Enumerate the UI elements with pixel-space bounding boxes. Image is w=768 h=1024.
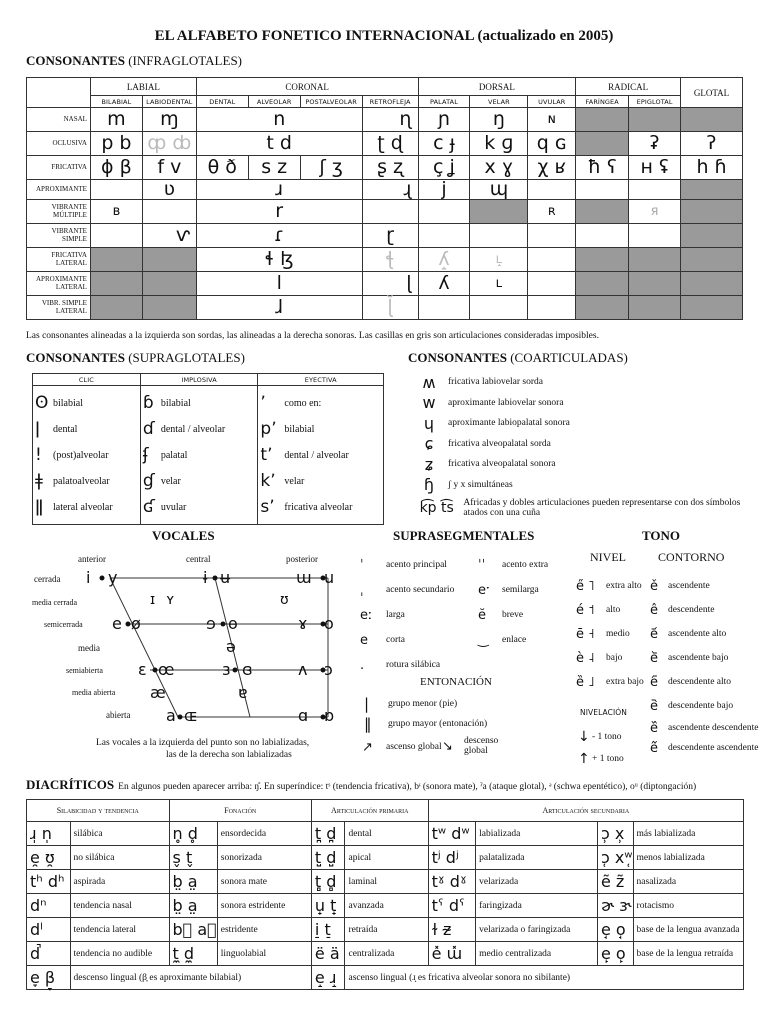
row-semicerrada: semicerrada: [44, 620, 83, 629]
diac-label: nasalizada: [633, 870, 743, 894]
vowel-closed-reversed-open-e: ɞ: [242, 660, 253, 679]
diac-symbol: e̘ o̘: [597, 918, 633, 942]
list-symbol: ˌ: [360, 583, 364, 598]
supra-item: [35, 416, 138, 442]
supra-label: dental: [53, 423, 78, 435]
supra-item: [143, 468, 256, 494]
vowel-reversed-open-e: ɜ: [222, 660, 231, 679]
vowel-script-a: ɑ: [298, 706, 309, 725]
row-media-abierta: media abierta: [72, 688, 116, 697]
list-item: [650, 694, 760, 718]
diac-label: tendencia no audible: [70, 942, 169, 966]
list-symbol: ˈ: [360, 558, 364, 573]
coart-symbol: ɕ: [424, 434, 434, 454]
vowel-ae: æ: [150, 683, 166, 702]
group-glotal: GLOTAL: [681, 78, 743, 108]
list-label: medio: [606, 628, 630, 639]
list-label: alto: [606, 604, 621, 615]
vowel-turned-v: ʌ: [298, 660, 308, 679]
supra-symbol: !: [35, 445, 42, 465]
diac-label: linguolabial: [217, 942, 311, 966]
diac-label: dental: [345, 822, 428, 846]
list-symbol: .: [360, 658, 365, 673]
list-label: ascendente alto: [668, 628, 727, 639]
supra-label: dental / alveolar: [284, 449, 349, 461]
diac-label: retraída: [345, 918, 428, 942]
vowel-upsilon: ʊ: [280, 592, 289, 608]
list-item: [478, 553, 578, 578]
coart-label: fricativa alveopalatal sonora: [448, 459, 556, 470]
list-symbol: ‖: [364, 715, 372, 733]
row-fricativa: FRICATIVA ɸ β f v θ ð s z ʃ ʒ ʂ ʐ ç ʝ x ɣ χ ʁ ħ ʕ ʜ ʢ h ɦ: [27, 156, 743, 180]
list-symbol: e᷄: [650, 626, 658, 642]
list-item: [576, 670, 656, 694]
supra-symbol: ǂ: [35, 471, 43, 491]
diac-symbol: u̟ t̟: [311, 894, 345, 918]
group-labial: LABIAL: [90, 78, 196, 96]
implosiva-column: [143, 390, 256, 520]
diac-label: rotacismo: [633, 894, 743, 918]
section-suprasegmentales: SUPRASEGMENTALES: [393, 528, 535, 543]
diac-label: base de la lengua retraída: [633, 942, 743, 966]
list-label: descendente bajo: [668, 700, 734, 711]
diac-symbol: dˡ: [27, 918, 71, 942]
list-symbol: |: [364, 695, 370, 713]
vowel-o: o: [324, 614, 334, 633]
section-vocales: VOCALES: [152, 528, 215, 543]
supra-label: palatoalveolar: [53, 475, 110, 487]
list-symbol: e᷉: [650, 740, 658, 756]
list-symbol: ˈˈ: [478, 558, 486, 573]
row-aproximante: APROXIMANTE ʋ ɹ ɻ j ɰ: [27, 180, 743, 200]
supra-label: fricativa alveolar: [284, 501, 353, 513]
supra-item: [35, 494, 138, 520]
diac-symbol: ẽ z̃: [597, 870, 633, 894]
list-symbol: ‿: [478, 633, 489, 648]
diac-symbol: tʰ dʰ: [27, 870, 71, 894]
tono-nivelacion-list: [578, 726, 648, 770]
row-nasal: NASAL m ɱ n ɳ ɲ ŋ ɴ: [27, 108, 743, 132]
col-posterior: posterior: [286, 554, 318, 564]
diac-label: menos labializada: [633, 846, 743, 870]
diac-row: [27, 846, 744, 870]
list-symbol: e᷇: [650, 674, 658, 690]
list-item: [478, 603, 578, 628]
coart-item: [410, 372, 750, 393]
col-anterior: anterior: [78, 554, 106, 564]
diac-symbol: e̽ ɯ̽: [428, 942, 476, 966]
row-oclusiva: OCLUSIVA p b ȹ ȸ t d ʈ ɖ c ɟ k ɡ q ɢ ʡ ʔ: [27, 132, 743, 156]
supra-label: bilabial: [53, 397, 83, 409]
list-item: [576, 646, 656, 670]
clic-column: [35, 390, 138, 520]
diac-symbol: b̤ a̤: [169, 894, 217, 918]
coart-label: aproximante labiopalatal sonora: [448, 418, 570, 429]
list-symbol: e: [360, 633, 368, 648]
diac-symbol: t̼ d̼: [169, 942, 217, 966]
diac-symbol: t̪ d̪: [311, 822, 345, 846]
list-symbol: e᷅: [650, 650, 658, 666]
page-title: EL ALFABETO FONETICO INTERNACIONAL (actualizado en 2005): [154, 28, 614, 44]
coart-item: [410, 413, 750, 434]
supraglotal-table: CLIC IMPLOSIVA EYECTIVA ʘ bilabial ǀ dental ! (post)alveolar ǂ palatoalveolar ǁ lateral alveolar ɓ bilabial ɗ dental / alveolar ʄ palatal ɠ velar ʛ uvular ʼ como en: pʼ bilabial tʼ dental / alveolar kʼ velar sʼ fricativa alveolar: [32, 373, 384, 525]
coart-label: Africadas y dobles articulaciones pueden representarse con dos símbolos atados con una cuña: [463, 497, 741, 518]
supra-item: [260, 468, 381, 494]
supra-item: [260, 390, 381, 416]
diac-label: avanzada: [345, 894, 428, 918]
vowel-note-2: las de la derecha son labializadas: [166, 750, 292, 760]
list-item: [576, 622, 656, 646]
supra-symbol: ʼ: [260, 393, 266, 413]
supra-label: lateral alveolar: [53, 501, 113, 513]
list-label: semilarga: [502, 585, 539, 596]
section-tono: TONO: [642, 528, 681, 543]
list-label: breve: [502, 610, 524, 621]
diac-label: no silábica: [70, 846, 169, 870]
coart-label: fricativa labiovelar sorda: [448, 377, 543, 388]
diac-symbol: ë ä: [311, 942, 345, 966]
list-item: [364, 714, 564, 734]
supra-label: velar: [284, 475, 305, 487]
list-label: grupo mayor (entonación): [388, 718, 488, 729]
supra-item: [143, 390, 256, 416]
diac-row: [27, 918, 744, 942]
diac-row: [27, 822, 744, 846]
list-symbol: ↑: [578, 751, 590, 767]
coarticuladas-list: [410, 372, 750, 521]
list-label: - 1 tono: [592, 731, 622, 742]
coart-symbol: ʑ: [424, 454, 434, 474]
list-item: [650, 738, 760, 758]
supra-item: [143, 442, 256, 468]
diac-label: velarizada o faringizada: [476, 918, 598, 942]
diac-symbol: s̬ t̬: [169, 846, 217, 870]
diac-label: sonorizada: [217, 846, 311, 870]
supra-item: [35, 390, 138, 416]
vowel-small-oe: ɶ: [184, 706, 198, 725]
diacriticos-table: Silabicidad y tendencia Fonación Articulación primaria Articulación secundaria ɹ̩ n̩ silábica n̥ d̥ ensordecida t̪ d̪ dental tʷ dʷ labializada ɔ̹ x̹ más labializada e̯ ʊ̯ no silábica s̬ t̬ sonorizada t̺ d̺ apical tʲ dʲ palatalizada ɔ̜ xʷ̜ menos labializada tʰ dʰ aspirada b̤ a̤ sonora mate t̻ d̻ laminal tˠ dˠ velarizada ẽ z̃ nasalizada dⁿ tendencia nasal b̤ a̤ sonora estridente u̟ t̟ avanzada tˤ dˤ faringizada ɚ ɝ rotacismo dˡ tendencia lateral b᪽ a᪽ estridente i̠ t̠ retraída ɫ z̴ velarizada o faringizada e̘ o̘ base de la lengua avanzada d̚ tendencia no audible t̼ d̼ linguolabial ë ä centralizada e̽ ɯ̽ medio centralizada e̙ o̙ base de la lengua retraída e̞ β̞ descenso lingual (β̞ es aproximante bilabial) e̝ ɹ̝ ascenso lingual (ɹ̝ es fricativa alveolar sonora no sibilante): [26, 799, 744, 990]
list-label: grupo menor (pie): [388, 698, 458, 709]
list-symbol: è ˨: [576, 650, 595, 666]
supra-item: [143, 494, 256, 520]
diac-label: sonora mate: [217, 870, 311, 894]
coart-label: fricativa alveopalatal sorda: [448, 438, 551, 449]
supra-label: como en:: [284, 397, 322, 409]
vowel-barred-u: ʉ: [220, 568, 231, 587]
supra-label: dental / alveolar: [160, 423, 226, 435]
diac-label: labializada: [476, 822, 598, 846]
list-label: enlace: [502, 635, 527, 646]
tono-nivelacion: NIVELACIÓN: [580, 708, 628, 717]
tono-contours: [650, 574, 760, 758]
list-item: [578, 748, 648, 770]
section-supraglotales: CONSONANTES (SUPRAGLOTALES): [26, 350, 245, 365]
list-symbol: é ˦: [576, 602, 595, 618]
row-aproximante-lateral: APROXIMANTE LATERAL l ɭ ʎ ʟ: [27, 272, 743, 296]
diac-label: medio centralizada: [476, 942, 598, 966]
row-semiabierta: semiabierta: [66, 666, 103, 675]
diac-symbol: e̯ ʊ̯: [27, 846, 71, 870]
diac-label: tendencia nasal: [70, 894, 169, 918]
diac-label: estridente: [217, 918, 311, 942]
supra-label: velar: [160, 475, 181, 487]
supra-symbol: tʼ: [260, 445, 273, 465]
coart-symbol: k͡p t͡s: [419, 500, 454, 516]
coart-item: [410, 475, 750, 496]
diac-symbol: ɔ̹ x̹: [597, 822, 633, 846]
vowel-u: u: [324, 568, 335, 587]
diac-label: tendencia lateral: [70, 918, 169, 942]
list-symbol: eː: [360, 608, 373, 623]
supra-item: [35, 468, 138, 494]
row-cerrada: cerrada: [34, 574, 61, 584]
supra-label: palatal: [160, 449, 188, 461]
supra-item: [260, 416, 381, 442]
diac-label: ensordecida: [217, 822, 311, 846]
list-item: [576, 598, 656, 622]
coart-symbol: ɧ: [423, 475, 435, 495]
diac-row: [27, 942, 744, 966]
diac-symbol: i̠ t̠: [311, 918, 345, 942]
list-label: corta: [386, 635, 405, 646]
diac-symbol: dⁿ: [27, 894, 71, 918]
diac-symbol: e̙ o̙: [597, 942, 633, 966]
diac-symbol: b̤ a̤: [169, 870, 217, 894]
supra-item: [35, 442, 138, 468]
vowel-ram-horn: ɤ: [298, 614, 308, 633]
list-label: ascendente bajo: [668, 652, 729, 663]
supra-symbol: ʛ: [142, 497, 155, 517]
group-dorsal: DORSAL: [418, 78, 576, 96]
list-label: bajo: [606, 652, 623, 663]
supra-label: bilabial: [284, 423, 315, 435]
vowel-a: a: [166, 706, 176, 725]
entonacion-list: [364, 694, 564, 734]
list-label: descendente alto: [668, 676, 732, 687]
diac-label: centralizada: [345, 942, 428, 966]
row-media: media: [78, 643, 100, 653]
list-label: rotura silábica: [386, 660, 441, 671]
vowel-small-y: ʏ: [166, 592, 175, 608]
list-symbol: ↓: [578, 729, 590, 745]
supra-item: [143, 416, 256, 442]
supra-label: (post)alveolar: [53, 449, 109, 461]
list-label: acento secundario: [386, 585, 455, 596]
list-symbol: ĕ: [478, 608, 486, 623]
list-item: [650, 598, 760, 622]
vowel-open-o: ɔ: [324, 660, 333, 679]
diacriticos-heading: DIACRÍTICOS En algunos pueden aparecer arriba: ŋ̊. En superíndice: tˢ (tendencia fricativa), bᶧ (sonora mate), ˀa (ataque glotal), ᵊ (schwa epentético), oᵘ (diptongación): [26, 777, 697, 792]
vowel-schwa: ə: [226, 637, 236, 656]
supra-symbol: ǁ: [35, 497, 44, 517]
coart-symbol: ɥ: [423, 413, 435, 433]
diac-symbol: t̻ d̻: [311, 870, 345, 894]
diac-symbol: tʷ dʷ: [428, 822, 476, 846]
vowel-open-e: ɛ: [138, 660, 147, 679]
vowel-barred-i: ɨ: [203, 568, 208, 587]
diac-symbol: tˤ dˤ: [428, 894, 476, 918]
coart-item: [410, 434, 750, 455]
supra-symbol: kʼ: [260, 471, 276, 491]
list-label: extra bajo: [606, 676, 644, 687]
diac-label: silábica: [70, 822, 169, 846]
list-item: [650, 574, 760, 598]
list-label: ascendente descendente: [668, 722, 759, 733]
list-label: ascendente: [668, 580, 710, 591]
diac-symbol: b᪽ a᪽: [169, 918, 217, 942]
vowel-note-1: Las vocales a la izquierda del punto son no labializadas,: [96, 738, 310, 748]
diac-label: sonora estridente: [217, 894, 311, 918]
supra-symbol: sʼ: [260, 497, 275, 517]
vowel-turned-m: ɯ: [296, 568, 312, 587]
list-item: [578, 726, 648, 748]
vowel-i: i: [86, 568, 91, 587]
list-symbol: e᷆: [650, 698, 658, 714]
list-item: [650, 718, 760, 738]
vowel-o-slash: ø: [131, 614, 141, 633]
group-coronal: CORONAL: [196, 78, 418, 96]
list-symbol: ě: [650, 578, 658, 594]
diac-symbol: ɔ̜ xʷ̜: [597, 846, 633, 870]
coart-item: [410, 393, 750, 414]
descenso-global: ↘ descenso global: [442, 736, 499, 757]
diac-symbol: tʲ dʲ: [428, 846, 476, 870]
list-item: [650, 670, 760, 694]
list-label: acento principal: [386, 560, 447, 571]
diac-symbol: n̥ d̥: [169, 822, 217, 846]
list-label: descendente ascendente: [668, 742, 759, 753]
row-vibrante-simple: VIBRANTE SIMPLE ⱱ ɾ ɽ: [27, 224, 743, 248]
tono-levels: [576, 574, 656, 694]
vowel-reversed-e: ɘ: [206, 614, 216, 633]
list-label: extra alto: [606, 580, 642, 591]
coart-item: [410, 495, 750, 521]
list-item: [478, 628, 578, 653]
list-symbol: ē ˧: [576, 626, 595, 642]
entonacion-title: ENTONACIÓN: [420, 676, 492, 688]
row-fricativa-lateral: FRICATIVA LATERAL ɬ ɮ ꞎ ʎ̝ ʟ̝: [27, 248, 743, 272]
row-vibrante-multiple: VIBRANTE MÚLTIPLE ʙ r ʀ я: [27, 200, 743, 224]
col-central: central: [186, 554, 211, 564]
diac-row: [27, 870, 744, 894]
row-abierta: abierta: [106, 710, 131, 720]
coart-item: [410, 454, 750, 475]
diac-label: palatalizada: [476, 846, 598, 870]
tono-contorno: CONTORNO: [658, 550, 725, 564]
diac-label: faringizada: [476, 894, 598, 918]
infraglotal-note: Las consonantes alineadas a la izquierda son sordas, las alineadas a la derecha sonoras. Las casillas en gris son articulaciones consideradas imposibles.: [26, 331, 599, 341]
supra-item: [260, 442, 381, 468]
diac-label: apical: [345, 846, 428, 870]
supra-item: [260, 494, 381, 520]
diac-symbol: ɚ ɝ: [597, 894, 633, 918]
vowel-e: e: [112, 614, 122, 633]
list-symbol: e̋ ˥: [576, 578, 595, 594]
row-vibrante-simple-lateral: VIBR. SIMPLE LATERAL ɺ ɭ̆: [27, 296, 743, 320]
section-infraglotales: CONSONANTES (INFRAGLOTALES): [26, 53, 243, 68]
vowel-y: y: [108, 568, 118, 587]
list-symbol: e᷈: [650, 720, 658, 736]
supra-symbol: ɓ: [142, 393, 154, 413]
diac-label: aspirada: [70, 870, 169, 894]
suprasegmentales-list-2: [478, 553, 578, 653]
list-symbol: ȅ ˩: [576, 674, 595, 690]
diac-symbol: tˠ dˠ: [428, 870, 476, 894]
vowel-turned-a: ɐ: [238, 683, 248, 702]
supra-symbol: ʄ: [142, 445, 149, 465]
diac-symbol: ɹ̩ n̩: [27, 822, 71, 846]
ascenso-global: ↗ ascenso global: [362, 740, 442, 755]
tono-nivel: NIVEL: [590, 550, 626, 564]
diac-row: [27, 894, 744, 918]
supra-symbol: ʘ: [35, 393, 49, 413]
list-label: + 1 tono: [592, 753, 624, 764]
eyectiva-column: [260, 390, 381, 520]
supra-symbol: ɗ: [142, 419, 155, 439]
list-item: [650, 622, 760, 646]
row-media-cerrada: media cerrada: [32, 598, 78, 607]
vowel-oe: œ: [158, 660, 175, 679]
supra-label: uvular: [160, 501, 187, 513]
list-symbol: eˑ: [478, 583, 491, 598]
supra-symbol: ɠ: [142, 471, 155, 491]
list-label: larga: [386, 610, 405, 621]
list-symbol: ê: [650, 602, 658, 618]
list-item: [364, 694, 564, 714]
diac-symbol: d̚: [27, 942, 71, 966]
coart-symbol: ʍ: [422, 372, 436, 392]
list-item: [650, 646, 760, 670]
supra-label: bilabial: [160, 397, 191, 409]
list-label: descendente: [668, 604, 715, 615]
list-label: acento extra: [502, 560, 549, 571]
group-radical: RADICAL: [576, 78, 681, 96]
list-item: [576, 574, 656, 598]
diac-label: laminal: [345, 870, 428, 894]
vowel-small-i: ɪ: [150, 592, 156, 608]
diac-label: velarizada: [476, 870, 598, 894]
section-coarticuladas: CONSONANTES (COARTICULADAS): [408, 350, 628, 365]
diac-label: más labializada: [633, 822, 743, 846]
supra-symbol: pʼ: [260, 419, 277, 439]
diac-label: base de la lengua avanzada: [633, 918, 743, 942]
diac-symbol: t̺ d̺: [311, 846, 345, 870]
coart-label: ʃ y x simultáneas: [448, 479, 513, 490]
vowel-barred-o: ɵ: [228, 614, 238, 633]
infraglotal-table: LABIAL CORONAL DORSAL RADICAL GLOTAL BILABIAL LABIODENTAL DENTAL ALVEOLAR POSTALVEOLAR RETROFLEJA PALATAL VELAR UVULAR FARÍNGEA EPIGLOTAL NASAL m ɱ n ɳ ɲ ŋ ɴ OCLUSIVA p b ȹ ȸ t d ʈ ɖ c ɟ k ɡ q ɢ ʡ ʔ FRICATIVA ɸ β f v θ ð s z ʃ ʒ ʂ ʐ ç ʝ x ɣ χ ʁ ħ ʕ ʜ ʢ h ɦ APROXIMANTE ʋ ɹ ɻ j ɰ VIBRANTE MÚLTIPLE ʙ r ʀ я VIBRANTE SIMPLE ⱱ ɾ ɽ FRICATIVA LATERAL ɬ ɮ ꞎ ʎ̝ ʟ̝ APROXIMANTE LATERAL l ɭ ʎ ʟ VIBR. SIMPLE LATERAL ɺ ɭ̆: [26, 77, 743, 320]
vowel-turned-script-a: ɒ: [324, 706, 335, 725]
list-item: [478, 578, 578, 603]
coart-symbol: w: [422, 393, 436, 413]
supra-symbol: ǀ: [35, 419, 41, 439]
coart-label: aproximante labiovelar sonora: [448, 397, 564, 408]
diac-symbol: ɫ z̴: [428, 918, 476, 942]
list-item: [360, 653, 560, 678]
